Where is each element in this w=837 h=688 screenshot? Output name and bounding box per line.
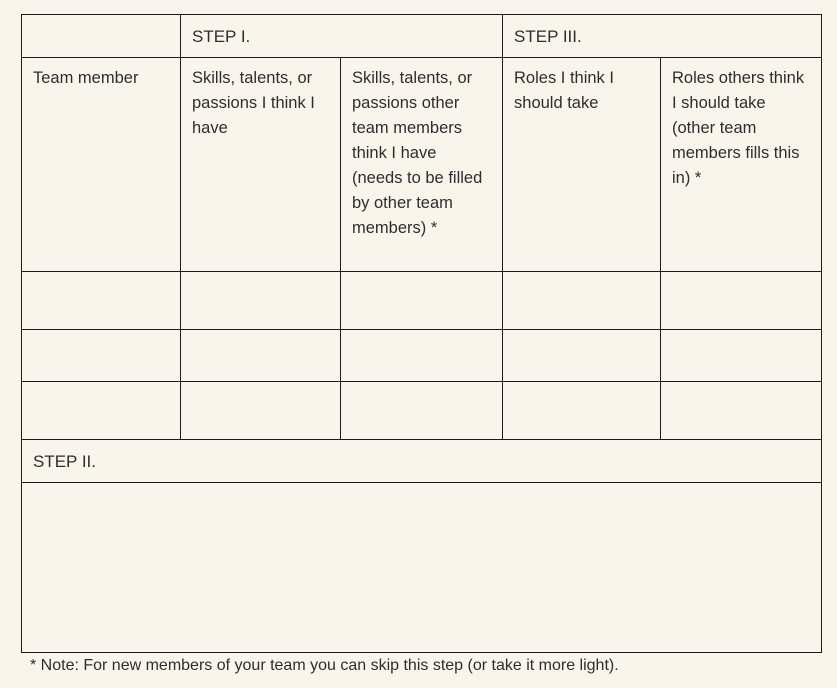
step2-header-row bbox=[22, 440, 822, 483]
empty-cell bbox=[503, 272, 661, 330]
table-row bbox=[22, 272, 822, 330]
corner-blank-cell bbox=[22, 15, 181, 58]
team-roles-table bbox=[21, 14, 822, 653]
step2-header-cell: STEP II. bbox=[22, 440, 822, 483]
empty-cell bbox=[503, 330, 661, 382]
column-header-skills-self: Skills, talents, or passions I think I have bbox=[181, 58, 341, 272]
empty-cell bbox=[181, 272, 341, 330]
empty-cell bbox=[503, 382, 661, 440]
step3-header-cell: STEP III. bbox=[503, 15, 822, 58]
column-header-skills-others: Skills, talents, or passions other team members think I have (needs to be filled by other team members) * bbox=[341, 58, 503, 272]
empty-cell bbox=[661, 272, 822, 330]
empty-cell bbox=[341, 272, 503, 330]
empty-cell bbox=[22, 382, 181, 440]
empty-cell bbox=[661, 330, 822, 382]
empty-cell bbox=[341, 330, 503, 382]
table-row bbox=[22, 382, 822, 440]
column-header-roles-self: Roles I think I should take bbox=[503, 58, 661, 272]
column-header-row bbox=[22, 58, 822, 272]
column-header-team-member: Team member bbox=[22, 58, 181, 272]
column-header-roles-others: Roles others think I should take (other team members fills this in) * bbox=[661, 58, 822, 272]
empty-cell bbox=[661, 382, 822, 440]
empty-cell bbox=[181, 382, 341, 440]
empty-cell bbox=[181, 330, 341, 382]
step1-header-cell: STEP I. bbox=[181, 15, 503, 58]
empty-cell bbox=[22, 272, 181, 330]
step-header-row bbox=[22, 15, 822, 58]
empty-cell bbox=[341, 382, 503, 440]
step2-answer-row bbox=[22, 483, 822, 653]
step2-answer-cell bbox=[22, 483, 822, 653]
table-row bbox=[22, 330, 822, 382]
footnote: * Note: For new members of your team you can skip this step (or take it more light). bbox=[30, 657, 619, 674]
empty-cell bbox=[22, 330, 181, 382]
